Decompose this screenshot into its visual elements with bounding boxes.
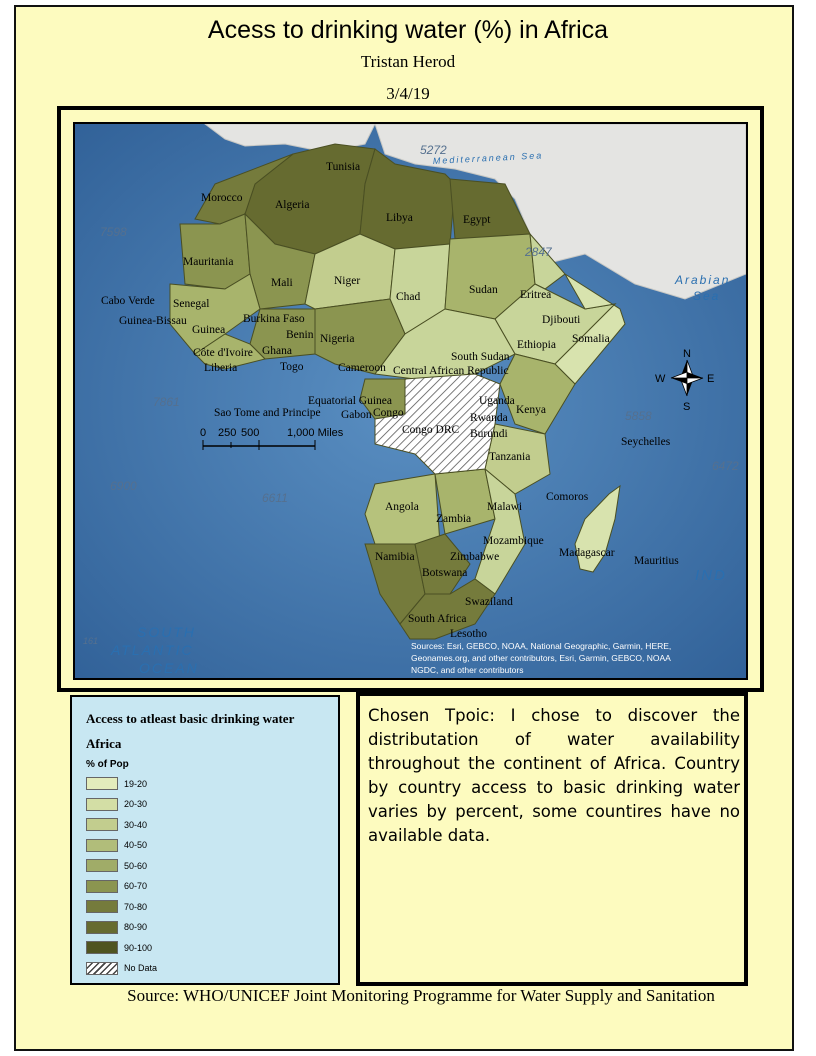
country-label: Niger [334, 275, 361, 287]
country-label: Congo [373, 407, 404, 419]
depth-label: 7861 [153, 395, 180, 409]
country-label: Uganda [479, 395, 515, 407]
depth-label: 6611 [262, 491, 288, 505]
legend-swatch [86, 900, 118, 913]
country-label: Namibia [375, 551, 415, 563]
country-label: Guinea [192, 324, 226, 336]
west-label: W [655, 373, 666, 385]
legend-label: 19-20 [124, 778, 148, 789]
country-label: Angola [385, 501, 419, 513]
legend-subtitle: Africa [86, 736, 122, 751]
legend-label: 70-80 [124, 901, 148, 912]
country-label: Gabon [341, 409, 372, 421]
depth-label: 6472 [712, 459, 739, 473]
country-label: Congo DRC [402, 424, 460, 436]
north-label: N [683, 348, 691, 360]
country-label: Chad [396, 291, 421, 303]
country-label: Botswana [422, 567, 468, 579]
east-label: E [707, 373, 715, 385]
legend-label: 20-30 [124, 799, 148, 809]
credits-line: Geonames.org, and other contributors, Esri, Garmin, GEBCO, NOAA [411, 653, 671, 663]
country-label: Libya [386, 212, 413, 224]
depth-label: 2847 [525, 245, 552, 259]
country-label: Mauritania [183, 256, 234, 268]
topic-text: Chosen Tpoic: I chose to discover the distributation of water availability throughout the continent of Africa. Country by country access to basic drinking water varies by percent, some countires have no available data. [368, 706, 740, 845]
country-label: Tunisia [326, 161, 361, 173]
legend-item [86, 859, 147, 872]
country-label: Rwanda [470, 412, 508, 424]
legend-item [86, 880, 147, 893]
country-label: Zambia [436, 513, 472, 525]
country-label: Sao Tome and Principe [214, 407, 321, 419]
legend-item [86, 962, 157, 975]
country-label: Burundi [470, 428, 508, 440]
scale-tick: 0 [200, 427, 207, 439]
sea-label: OCEAN [139, 660, 199, 676]
country-label: Equatorial Guinea [308, 395, 392, 407]
country-label: Eritrea [520, 289, 552, 301]
legend-label: 90-100 [124, 942, 153, 953]
country-label: Côte d'Ivoire [193, 347, 253, 359]
country-label: Senegal [173, 298, 210, 310]
africa-map [75, 124, 746, 678]
depth-label: 7598 [100, 225, 127, 239]
country-label: Swaziland [465, 596, 513, 608]
topic-box [356, 692, 748, 986]
legend-item [86, 941, 152, 954]
legend-label: 60-70 [124, 881, 148, 891]
legend-item [86, 839, 147, 852]
south-label: S [683, 401, 691, 413]
country-label: Lesotho [450, 628, 488, 640]
country-label: Liberia [204, 362, 238, 374]
country-label: South Africa [408, 613, 467, 625]
legend [70, 695, 340, 985]
legend-label: 80-90 [124, 922, 148, 932]
legend-label: 40-50 [124, 840, 148, 850]
country-label: South Sudan [451, 351, 510, 363]
country-label: Burkina Faso [243, 313, 305, 325]
legend-swatch [86, 798, 118, 811]
legend-item [86, 921, 147, 934]
country-label: Benin [286, 329, 314, 341]
country-label: Mozambique [483, 535, 544, 547]
scale-tick: 500 [241, 427, 260, 439]
country-label: Guinea-Bissau [119, 315, 187, 327]
sea-label: Sea [693, 289, 721, 303]
country-label: Togo [280, 361, 304, 373]
legend-label: No Data [124, 963, 158, 973]
legend-item [86, 900, 147, 913]
credits-line: NGDC, and other contributors [411, 665, 524, 675]
legend-label: 30-40 [124, 819, 148, 830]
depth-label: 6900 [110, 479, 137, 493]
country-label: Zimbabwe [450, 551, 500, 563]
legend-swatch [86, 859, 118, 872]
legend-swatch [86, 839, 118, 852]
country-label: Somalia [572, 333, 610, 345]
legend-item [86, 798, 147, 811]
depth-label: 161 [83, 636, 99, 646]
legend-label: 50-60 [124, 860, 148, 871]
depth-label: 5272 [420, 143, 447, 157]
legend-swatch [86, 880, 118, 893]
legend-title: Access to atleast basic drinking water [86, 711, 295, 726]
country-label: Cameroon [338, 362, 386, 374]
scale-tick: 1,000 Miles [287, 427, 344, 439]
source-note: Source: WHO/UNICEF Joint Monitoring Programme for Water Supply and Sanitation [127, 986, 715, 1005]
sea-label: Mediterranean Sea [432, 150, 544, 166]
country-label: Ghana [262, 345, 293, 357]
country-label: Algeria [275, 199, 310, 211]
country-label: Seychelles [621, 436, 671, 448]
legend-item [86, 818, 147, 831]
legend-swatch [86, 962, 118, 975]
legend-units: % of Pop [86, 759, 129, 770]
sea-label: SOUTH [137, 624, 196, 640]
legend-item [86, 777, 147, 790]
country-label: Mauritius [634, 555, 679, 567]
country-label: Egypt [463, 214, 491, 226]
sea-label: IND [695, 567, 727, 584]
country-label: Nigeria [320, 333, 355, 345]
legend-swatch [86, 921, 118, 934]
credits-line: Sources: Esri, GEBCO, NOAA, National Geographic, Garmin, HERE, [411, 641, 672, 651]
shape-mauritania [180, 214, 250, 289]
sea-label: ATLANTIC [111, 642, 194, 658]
country-label: Tanzania [489, 451, 531, 463]
country-label: Madagascar [559, 547, 615, 559]
country-label: Djibouti [542, 314, 581, 326]
date: 3/4/19 [386, 84, 430, 103]
country-label: Comoros [546, 491, 589, 503]
country-label: Ethiopia [517, 339, 556, 351]
country-label: Kenya [516, 404, 547, 416]
legend-swatch [86, 777, 118, 790]
country-label: Malawi [487, 501, 523, 513]
country-label: Mali [271, 277, 293, 289]
map-title: Acess to drinking water (%) in Africa [207, 16, 609, 44]
country-label: Sudan [469, 284, 498, 296]
sea-label: Arabian [675, 273, 731, 287]
map-view[interactable] [73, 122, 748, 680]
depth-label: 5858 [625, 409, 652, 423]
legend-swatch [86, 941, 118, 954]
country-label: Cabo Verde [101, 295, 155, 307]
map-frame [57, 106, 764, 692]
scale-tick: 250 [218, 427, 237, 439]
country-label: Central African Republic [393, 365, 509, 377]
country-label: Morocco [201, 192, 243, 204]
author: Tristan Herod [360, 52, 456, 71]
legend-swatch [86, 818, 118, 831]
